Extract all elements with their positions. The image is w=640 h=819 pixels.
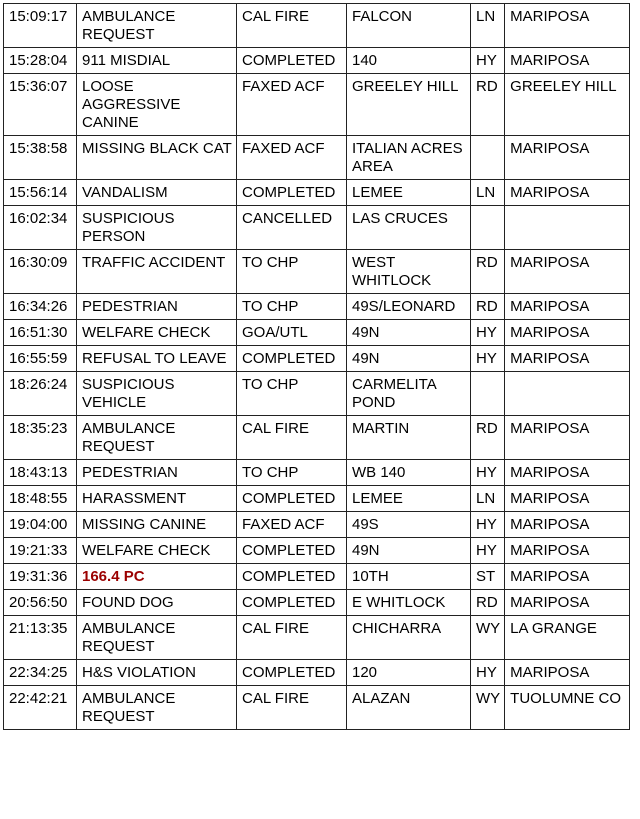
call-location: 49S/LEONARD [347,294,471,320]
table-row [4,74,630,136]
street-suffix: RD [471,250,505,294]
call-city: MARIPOSA [505,590,630,616]
call-type: AMBULANCE REQUEST [77,686,237,730]
call-time: 15:36:07 [4,74,77,136]
call-type: AMBULANCE REQUEST [77,4,237,48]
street-suffix: HY [471,48,505,74]
table-row [4,206,630,250]
call-disposition: CAL FIRE [237,416,347,460]
table-row [4,512,630,538]
call-city: MARIPOSA [505,460,630,486]
call-time: 22:42:21 [4,686,77,730]
call-time: 16:51:30 [4,320,77,346]
table-row [4,686,630,730]
call-disposition: COMPLETED [237,180,347,206]
call-time: 15:56:14 [4,180,77,206]
street-suffix: HY [471,512,505,538]
street-suffix: RD [471,294,505,320]
table-row [4,616,630,660]
call-location: 49N [347,538,471,564]
call-type: 911 MISDIAL [77,48,237,74]
street-suffix: WY [471,686,505,730]
call-location: E WHITLOCK [347,590,471,616]
call-location: 49S [347,512,471,538]
call-city: MARIPOSA [505,320,630,346]
call-time: 18:43:13 [4,460,77,486]
call-city [505,372,630,416]
street-suffix: LN [471,486,505,512]
call-time: 19:31:36 [4,564,77,590]
call-type: TRAFFIC ACCIDENT [77,250,237,294]
call-disposition: CAL FIRE [237,616,347,660]
call-time: 15:09:17 [4,4,77,48]
call-disposition: FAXED ACF [237,74,347,136]
call-time: 18:35:23 [4,416,77,460]
call-city: GREELEY HILL [505,74,630,136]
call-type: WELFARE CHECK [77,320,237,346]
call-city: MARIPOSA [505,564,630,590]
call-time: 18:48:55 [4,486,77,512]
call-type: FOUND DOG [77,590,237,616]
call-location: ITALIAN ACRES AREA [347,136,471,180]
call-disposition: COMPLETED [237,660,347,686]
table-row [4,136,630,180]
call-time: 16:55:59 [4,346,77,372]
table-row [4,250,630,294]
call-city [505,206,630,250]
table-row [4,486,630,512]
street-suffix: RD [471,74,505,136]
call-location: LEMEE [347,180,471,206]
table-row [4,180,630,206]
call-time: 15:28:04 [4,48,77,74]
street-suffix: LN [471,4,505,48]
call-location: 120 [347,660,471,686]
call-type: LOOSE AGGRESSIVE CANINE [77,74,237,136]
table-row [4,660,630,686]
table-row [4,48,630,74]
call-type: MISSING BLACK CAT [77,136,237,180]
call-type: REFUSAL TO LEAVE [77,346,237,372]
call-city: MARIPOSA [505,346,630,372]
street-suffix: LN [471,180,505,206]
call-disposition: CAL FIRE [237,4,347,48]
call-disposition: CAL FIRE [237,686,347,730]
call-disposition: CANCELLED [237,206,347,250]
call-type: SUSPICIOUS PERSON [77,206,237,250]
call-city: MARIPOSA [505,48,630,74]
call-city: TUOLUMNE CO [505,686,630,730]
call-time: 18:26:24 [4,372,77,416]
call-log-body [4,4,630,730]
call-location: ALAZAN [347,686,471,730]
call-time: 15:38:58 [4,136,77,180]
call-log-table [3,3,630,730]
call-type [77,564,237,590]
call-city: MARIPOSA [505,416,630,460]
call-type: H&S VIOLATION [77,660,237,686]
call-time: 22:34:25 [4,660,77,686]
call-location: CARMELITA POND [347,372,471,416]
call-location: LEMEE [347,486,471,512]
call-type: AMBULANCE REQUEST [77,616,237,660]
call-city: MARIPOSA [505,136,630,180]
call-disposition: COMPLETED [237,48,347,74]
street-suffix: HY [471,660,505,686]
call-location: GREELEY HILL [347,74,471,136]
street-suffix [471,206,505,250]
call-city: MARIPOSA [505,486,630,512]
call-city: LA GRANGE [505,616,630,660]
call-type: PEDESTRIAN [77,294,237,320]
call-location: LAS CRUCES [347,206,471,250]
call-city: MARIPOSA [505,4,630,48]
call-disposition: TO CHP [237,372,347,416]
call-time: 19:21:33 [4,538,77,564]
call-location: 49N [347,346,471,372]
call-time: 16:30:09 [4,250,77,294]
call-disposition: COMPLETED [237,590,347,616]
table-row [4,346,630,372]
table-row [4,294,630,320]
street-suffix [471,372,505,416]
table-row [4,4,630,48]
call-type: AMBULANCE REQUEST [77,416,237,460]
table-row [4,590,630,616]
call-disposition: FAXED ACF [237,136,347,180]
call-disposition: TO CHP [237,250,347,294]
call-time: 21:13:35 [4,616,77,660]
call-disposition: TO CHP [237,460,347,486]
table-row [4,416,630,460]
call-location: 49N [347,320,471,346]
call-city: MARIPOSA [505,180,630,206]
street-suffix: HY [471,320,505,346]
table-row [4,320,630,346]
call-location: 140 [347,48,471,74]
call-type: HARASSMENT [77,486,237,512]
street-suffix: RD [471,590,505,616]
call-time: 19:04:00 [4,512,77,538]
call-time: 16:02:34 [4,206,77,250]
call-location: MARTIN [347,416,471,460]
call-city: MARIPOSA [505,512,630,538]
street-suffix: RD [471,416,505,460]
table-row [4,460,630,486]
call-time: 20:56:50 [4,590,77,616]
street-suffix: HY [471,460,505,486]
table-row [4,564,630,590]
call-disposition: FAXED ACF [237,512,347,538]
call-type: SUSPICIOUS VEHICLE [77,372,237,416]
table-row [4,538,630,564]
call-city: MARIPOSA [505,538,630,564]
call-location: WB 140 [347,460,471,486]
street-suffix: HY [471,346,505,372]
call-time: 16:34:26 [4,294,77,320]
street-suffix: WY [471,616,505,660]
street-suffix [471,136,505,180]
call-disposition: COMPLETED [237,538,347,564]
call-type: WELFARE CHECK [77,538,237,564]
call-city: MARIPOSA [505,294,630,320]
call-type: MISSING CANINE [77,512,237,538]
street-suffix: ST [471,564,505,590]
call-type: VANDALISM [77,180,237,206]
call-city: MARIPOSA [505,250,630,294]
call-disposition: COMPLETED [237,564,347,590]
call-type: PEDESTRIAN [77,460,237,486]
call-disposition: COMPLETED [237,346,347,372]
call-disposition: GOA/UTL [237,320,347,346]
call-city: MARIPOSA [505,660,630,686]
street-suffix: HY [471,538,505,564]
call-location: FALCON [347,4,471,48]
call-disposition: COMPLETED [237,486,347,512]
call-location: 10TH [347,564,471,590]
call-location: CHICHARRA [347,616,471,660]
call-location: WEST WHITLOCK [347,250,471,294]
call-type-emphasis: 166.4 PC [82,568,145,585]
call-disposition: TO CHP [237,294,347,320]
table-row [4,372,630,416]
